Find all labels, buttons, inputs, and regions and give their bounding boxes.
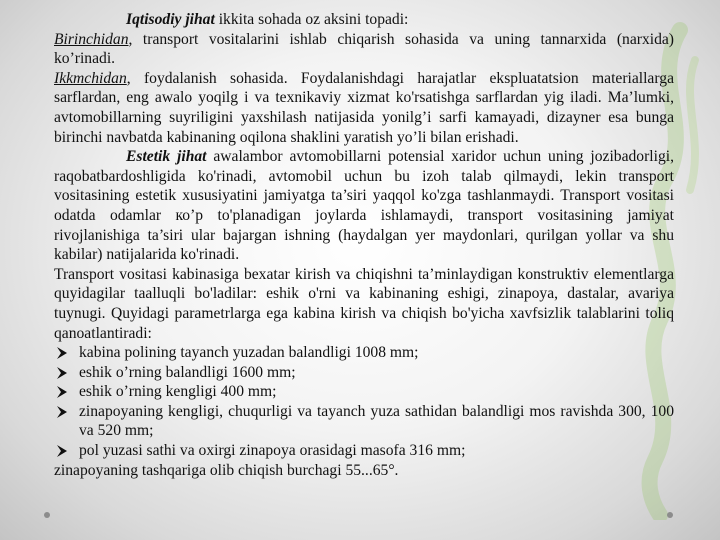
slide-content bbox=[54, 10, 674, 480]
paragraph-aesthetic bbox=[54, 147, 674, 265]
dot-icon bbox=[44, 512, 50, 518]
list-item bbox=[54, 363, 674, 383]
lead-first: Birinchidan bbox=[54, 30, 129, 48]
dot-icon bbox=[667, 512, 673, 518]
heading-aesthetic: Estetik jihat bbox=[126, 148, 207, 166]
list-item-text: pol yuzasi sathi va oxirgi zinapoya orasidagi masofa 316 mm; bbox=[79, 442, 466, 460]
paragraph-economic bbox=[54, 10, 674, 30]
list-item-text: zinapoyaning kengligi, chuqurligi va tayanch yuza sathidan balandligi mos ravishda 300, 100 va 520 mm; bbox=[79, 402, 674, 440]
arrow-bullet-icon bbox=[56, 386, 68, 398]
list-item bbox=[54, 441, 674, 461]
paragraph-second-text: , foydalanish sohasida. Foydalanishdagi harajatlar ekspluatatsion materiallarga sarflardan, eng awalo yoqilg i va texnikaviy xizmat ko'rsatishga sarflardan yig iladi. Ma’lumki, avtomobillarning suyriligini yaxshilash natijasida yonilg’i sarfi kamayadi, dizayner esa bunga birinchi navbatda kabinaning oqilona shaklini yaratish yo’li bilan erishadi. bbox=[54, 69, 674, 146]
paragraph-aesthetic-text: awalambor avtomobillarni potensial xaridor uchun uning jozibadorligi, raqobatbardoshligida ko'rinadi, avtomobil uchun bu izoh talab qilmaydi, lekin transport vositasining estetik xususiyatini jamiyatga ta’siri yaqqol ko'zga tashlanmaydi. Transport vositasi odatda odamlar ко’p to'planadigan joylarda ishlamaydi, transport vositasining jamiyat rivojlanishiga ta’siri ular bajargan ishning (haydalgan yer maydonlari, qurilgan yollar va shu kabilar) natijalarida ko'rinadi. bbox=[54, 148, 674, 264]
lead-second: Ikkmchidan bbox=[54, 69, 127, 87]
list-item bbox=[54, 343, 674, 363]
heading-economic: Iqtisodiy jihat bbox=[126, 11, 215, 28]
arrow-bullet-icon bbox=[56, 445, 68, 457]
arrow-bullet-icon bbox=[56, 367, 68, 379]
paragraph-cabin-access: Transport vositasi kabinasiga bexatar kirish va chiqishni ta’minlaydigan konstruktiv elementlarga quyidagilar taalluqli bo'ladilar: eshik o'rni va kabinaning eshigi, zinapoya, dastalar, avariya tuynugi. Quyidagi parametrlarga ega kabina kirish va chiqish bo'yicha xavfsizlik talablarini toliq qanoatlantiradi: bbox=[54, 265, 674, 342]
list-item-text: kabina polining tayanch yuzadan balandligi 1008 mm; bbox=[79, 344, 419, 362]
list-item bbox=[54, 382, 674, 402]
paragraph-first bbox=[54, 30, 674, 69]
list-item-text: eshik o’rning balandligi 1600 mm; bbox=[79, 363, 296, 381]
paragraph-first-text: , transport vositalarini ishlab chiqarish sohasida va uning tannarxida (narxida) ko’rinadi. bbox=[54, 30, 674, 68]
paragraph-second bbox=[54, 69, 674, 147]
requirements-list bbox=[54, 343, 674, 461]
arrow-bullet-icon bbox=[56, 347, 68, 359]
list-item-text: eshik o’rning kengligi 400 mm; bbox=[79, 383, 277, 401]
arrow-bullet-icon bbox=[56, 406, 68, 418]
list-item bbox=[54, 402, 674, 441]
paragraph-final: zinapoyaning tashqariga olib chiqish burchagi 55...65°. bbox=[54, 461, 399, 479]
paragraph-economic-text: ikkita sohada oz aksini topadi: bbox=[214, 11, 409, 28]
